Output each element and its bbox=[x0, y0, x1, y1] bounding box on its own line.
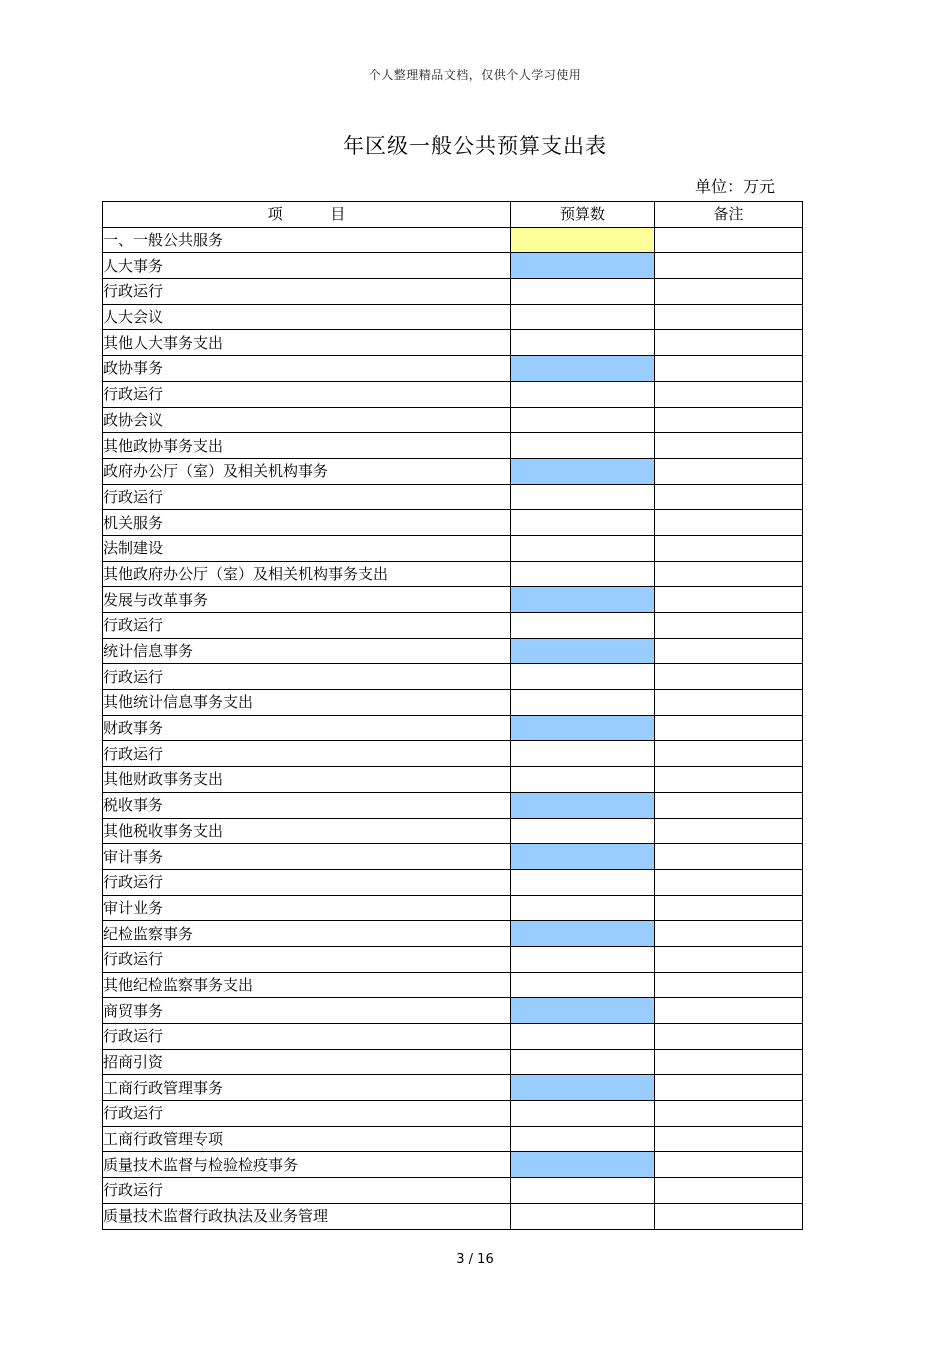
table-row bbox=[103, 356, 803, 382]
row-label: 政协事务 bbox=[103, 356, 511, 382]
note-cell[interactable] bbox=[655, 998, 803, 1024]
budget-cell[interactable] bbox=[511, 946, 655, 972]
note-cell[interactable] bbox=[655, 1152, 803, 1178]
row-label: 发展与改革事务 bbox=[103, 587, 511, 613]
note-cell[interactable] bbox=[655, 484, 803, 510]
row-label: 行政运行 bbox=[103, 741, 511, 767]
row-label: 工商行政管理事务 bbox=[103, 1075, 511, 1101]
row-label: 机关服务 bbox=[103, 510, 511, 536]
table-row bbox=[103, 304, 803, 330]
budget-cell[interactable] bbox=[511, 1178, 655, 1204]
table-row bbox=[103, 715, 803, 741]
budget-cell[interactable] bbox=[511, 510, 655, 536]
row-label: 统计信息事务 bbox=[103, 638, 511, 664]
table-body bbox=[103, 227, 803, 1229]
budget-cell[interactable] bbox=[511, 407, 655, 433]
table-row bbox=[103, 972, 803, 998]
budget-cell[interactable] bbox=[511, 767, 655, 793]
table-row bbox=[103, 1024, 803, 1050]
table-row bbox=[103, 253, 803, 279]
table-row bbox=[103, 1178, 803, 1204]
budget-cell[interactable] bbox=[511, 1101, 655, 1127]
table-row bbox=[103, 510, 803, 536]
note-cell[interactable] bbox=[655, 407, 803, 433]
row-label: 行政运行 bbox=[103, 381, 511, 407]
note-cell[interactable] bbox=[655, 946, 803, 972]
row-label: 行政运行 bbox=[103, 1024, 511, 1050]
table-row bbox=[103, 1126, 803, 1152]
note-cell[interactable] bbox=[655, 792, 803, 818]
budget-cell[interactable] bbox=[511, 484, 655, 510]
table-row bbox=[103, 535, 803, 561]
note-cell[interactable] bbox=[655, 1024, 803, 1050]
page-title: 年区级一般公共预算支出表 bbox=[343, 134, 607, 158]
table-row bbox=[103, 638, 803, 664]
note-cell[interactable] bbox=[655, 972, 803, 998]
budget-cell[interactable] bbox=[511, 1126, 655, 1152]
budget-cell[interactable] bbox=[511, 381, 655, 407]
note-cell[interactable] bbox=[655, 1075, 803, 1101]
table-row bbox=[103, 613, 803, 639]
table-row bbox=[103, 561, 803, 587]
table-header-row bbox=[103, 202, 803, 228]
note-cell[interactable] bbox=[655, 561, 803, 587]
table-row bbox=[103, 1049, 803, 1075]
budget-cell[interactable] bbox=[511, 561, 655, 587]
row-label: 质量技术监督与检验检疫事务 bbox=[103, 1152, 511, 1178]
table-row bbox=[103, 330, 803, 356]
budget-cell[interactable] bbox=[511, 895, 655, 921]
note-cell[interactable] bbox=[655, 818, 803, 844]
row-label: 纪检监察事务 bbox=[103, 921, 511, 947]
budget-cell[interactable] bbox=[511, 1152, 655, 1178]
row-label: 审计业务 bbox=[103, 895, 511, 921]
table-row bbox=[103, 587, 803, 613]
row-label: 人大事务 bbox=[103, 253, 511, 279]
table-row bbox=[103, 227, 803, 253]
row-label: 其他财政事务支出 bbox=[103, 767, 511, 793]
note-cell[interactable] bbox=[655, 356, 803, 382]
note-cell[interactable] bbox=[655, 638, 803, 664]
table-row bbox=[103, 792, 803, 818]
row-label: 行政运行 bbox=[103, 484, 511, 510]
table-row bbox=[103, 690, 803, 716]
row-label: 行政运行 bbox=[103, 946, 511, 972]
budget-cell[interactable] bbox=[511, 690, 655, 716]
note-cell[interactable] bbox=[655, 510, 803, 536]
row-label: 其他政府办公厅（室）及相关机构事务支出 bbox=[103, 561, 511, 587]
budget-cell[interactable] bbox=[511, 792, 655, 818]
watermark-text: 个人整理精品文档，仅供个人学习使用 bbox=[368, 68, 582, 82]
row-label: 一、一般公共服务 bbox=[103, 227, 511, 253]
row-label: 行政运行 bbox=[103, 1101, 511, 1127]
budget-cell[interactable] bbox=[511, 613, 655, 639]
table-row bbox=[103, 1101, 803, 1127]
budget-cell[interactable] bbox=[511, 869, 655, 895]
note-cell[interactable] bbox=[655, 381, 803, 407]
note-cell[interactable] bbox=[655, 690, 803, 716]
page-number: 3 / 16 bbox=[456, 1252, 494, 1267]
budget-cell[interactable] bbox=[511, 1049, 655, 1075]
row-label: 财政事务 bbox=[103, 715, 511, 741]
row-label: 行政运行 bbox=[103, 664, 511, 690]
table-row bbox=[103, 407, 803, 433]
table-row bbox=[103, 458, 803, 484]
note-cell[interactable] bbox=[655, 279, 803, 305]
table-row bbox=[103, 844, 803, 870]
note-cell[interactable] bbox=[655, 1126, 803, 1152]
note-cell[interactable] bbox=[655, 895, 803, 921]
table-row bbox=[103, 946, 803, 972]
note-cell[interactable] bbox=[655, 227, 803, 253]
note-cell[interactable] bbox=[655, 1049, 803, 1075]
table-row bbox=[103, 895, 803, 921]
note-cell[interactable] bbox=[655, 587, 803, 613]
budget-table bbox=[102, 201, 803, 1230]
row-label: 政府办公厅（室）及相关机构事务 bbox=[103, 458, 511, 484]
table-row bbox=[103, 869, 803, 895]
note-cell[interactable] bbox=[655, 767, 803, 793]
budget-cell[interactable] bbox=[511, 330, 655, 356]
table-row bbox=[103, 741, 803, 767]
row-label: 其他统计信息事务支出 bbox=[103, 690, 511, 716]
budget-cell[interactable] bbox=[511, 664, 655, 690]
note-cell[interactable] bbox=[655, 433, 803, 459]
table-row bbox=[103, 433, 803, 459]
budget-cell[interactable] bbox=[511, 458, 655, 484]
budget-cell[interactable] bbox=[511, 356, 655, 382]
note-cell[interactable] bbox=[655, 1203, 803, 1229]
table-row bbox=[103, 998, 803, 1024]
budget-cell[interactable] bbox=[511, 741, 655, 767]
note-cell[interactable] bbox=[655, 664, 803, 690]
row-label: 商贸事务 bbox=[103, 998, 511, 1024]
row-label: 行政运行 bbox=[103, 869, 511, 895]
row-label: 政协会议 bbox=[103, 407, 511, 433]
row-label: 质量技术监督行政执法及业务管理 bbox=[103, 1203, 511, 1229]
row-label: 行政运行 bbox=[103, 279, 511, 305]
note-cell[interactable] bbox=[655, 458, 803, 484]
note-cell[interactable] bbox=[655, 613, 803, 639]
row-label: 行政运行 bbox=[103, 613, 511, 639]
table-row bbox=[103, 664, 803, 690]
budget-cell[interactable] bbox=[511, 972, 655, 998]
note-cell[interactable] bbox=[655, 869, 803, 895]
note-cell[interactable] bbox=[655, 253, 803, 279]
row-label: 其他纪检监察事务支出 bbox=[103, 972, 511, 998]
table-row bbox=[103, 921, 803, 947]
budget-cell[interactable] bbox=[511, 433, 655, 459]
row-label: 行政运行 bbox=[103, 1178, 511, 1204]
unit-label: 单位：万元 bbox=[695, 177, 776, 196]
budget-cell[interactable] bbox=[511, 279, 655, 305]
budget-cell[interactable] bbox=[511, 535, 655, 561]
table-row bbox=[103, 1203, 803, 1229]
table-row bbox=[103, 279, 803, 305]
row-label: 税收事务 bbox=[103, 792, 511, 818]
row-label: 人大会议 bbox=[103, 304, 511, 330]
table-row bbox=[103, 1152, 803, 1178]
note-cell[interactable] bbox=[655, 330, 803, 356]
table-row bbox=[103, 381, 803, 407]
budget-cell[interactable] bbox=[511, 304, 655, 330]
budget-cell[interactable] bbox=[511, 1203, 655, 1229]
row-label: 法制建设 bbox=[103, 535, 511, 561]
budget-cell[interactable] bbox=[511, 638, 655, 664]
budget-cell[interactable] bbox=[511, 921, 655, 947]
table-row bbox=[103, 484, 803, 510]
budget-cell[interactable] bbox=[511, 1024, 655, 1050]
note-cell[interactable] bbox=[655, 1178, 803, 1204]
budget-cell[interactable] bbox=[511, 715, 655, 741]
row-label: 其他人大事务支出 bbox=[103, 330, 511, 356]
budget-cell[interactable] bbox=[511, 253, 655, 279]
row-label: 其他政协事务支出 bbox=[103, 433, 511, 459]
table-row bbox=[103, 767, 803, 793]
budget-cell[interactable] bbox=[511, 587, 655, 613]
row-label: 其他税收事务支出 bbox=[103, 818, 511, 844]
header-note: 备注 bbox=[655, 202, 803, 228]
header-item: 项 目 bbox=[103, 202, 511, 228]
table-row bbox=[103, 818, 803, 844]
note-cell[interactable] bbox=[655, 921, 803, 947]
note-cell[interactable] bbox=[655, 844, 803, 870]
budget-cell[interactable] bbox=[511, 818, 655, 844]
note-cell[interactable] bbox=[655, 304, 803, 330]
row-label: 工商行政管理专项 bbox=[103, 1126, 511, 1152]
budget-cell[interactable] bbox=[511, 227, 655, 253]
budget-cell[interactable] bbox=[511, 1075, 655, 1101]
note-cell[interactable] bbox=[655, 715, 803, 741]
note-cell[interactable] bbox=[655, 1101, 803, 1127]
budget-cell[interactable] bbox=[511, 844, 655, 870]
row-label: 招商引资 bbox=[103, 1049, 511, 1075]
table-row bbox=[103, 1075, 803, 1101]
row-label: 审计事务 bbox=[103, 844, 511, 870]
budget-cell[interactable] bbox=[511, 998, 655, 1024]
note-cell[interactable] bbox=[655, 535, 803, 561]
header-budget: 预算数 bbox=[511, 202, 655, 228]
note-cell[interactable] bbox=[655, 741, 803, 767]
